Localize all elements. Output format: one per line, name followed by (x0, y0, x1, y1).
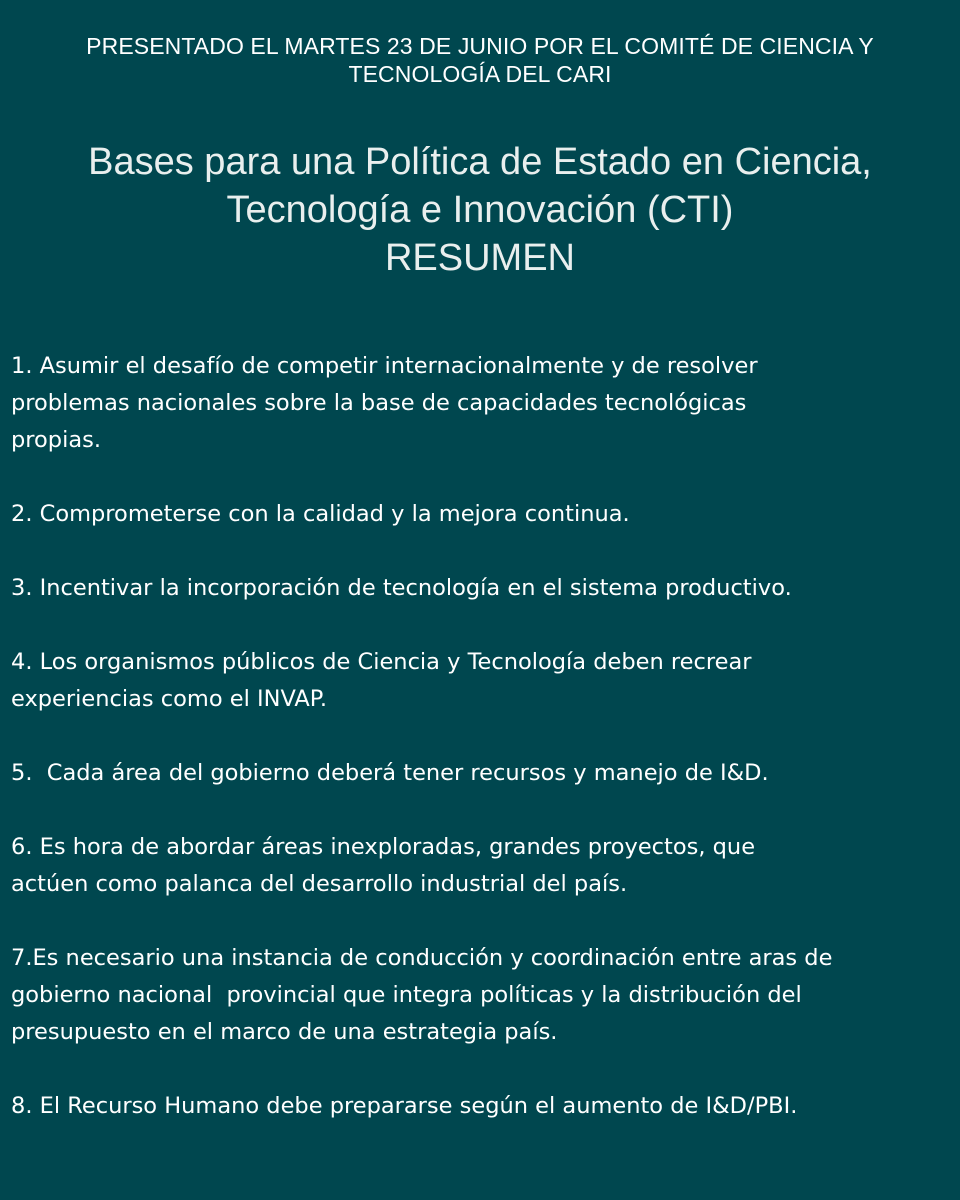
item-1-line-2: problemas nacionales sobre la base de capacidades tecnológicas (11, 390, 747, 416)
header-line-2: TECNOLOGÍA DEL CARI (348, 61, 612, 87)
item-3-line-1: 3. Incentivar la incorporación de tecnología en el sistema productivo. (11, 575, 792, 601)
item-5-line-1: 5. Cada área del gobierno deberá tener recursos y manejo de I&D. (11, 760, 769, 786)
list-item (11, 348, 951, 459)
title-line-3: RESUMEN (384, 237, 576, 279)
list-item (11, 570, 951, 607)
header-line-1: PRESENTADO EL MARTES 23 DE JUNIO POR EL COMITÉ DE CIENCIA Y (86, 33, 874, 59)
item-1-line-3: propias. (11, 427, 101, 453)
document-title (0, 138, 960, 282)
header (0, 32, 960, 88)
title-line-2: Tecnología e Innovación (CTI) (226, 189, 734, 231)
item-1-line-1: 1. Asumir el desafío de competir internacionalmente y de resolver (11, 353, 758, 379)
list-item (11, 829, 951, 903)
list-item (11, 496, 951, 533)
list-item (11, 1088, 951, 1125)
item-6-line-2: actúen como palanca del desarrollo industrial del país. (11, 871, 628, 897)
item-4-line-1: 4. Los organismos públicos de Ciencia y Tecnología deben recrear (11, 649, 752, 675)
item-7-line-2: gobierno nacional provincial que integra políticas y la distribución del (11, 982, 802, 1008)
list-item (11, 940, 951, 1051)
list-item (11, 644, 951, 718)
item-6-line-1: 6. Es hora de abordar áreas inexploradas, grandes proyectos, que (11, 834, 756, 860)
item-2-line-1: 2. Comprometerse con la calidad y la mejora continua. (11, 501, 630, 527)
item-4-line-2: experiencias como el INVAP. (11, 686, 328, 712)
summary-list (11, 348, 951, 1125)
list-item (11, 755, 951, 792)
item-7-line-3: presupuesto en el marco de una estrategia país. (11, 1019, 558, 1045)
item-7-line-1: 7.Es necesario una instancia de conducción y coordinación entre aras de (11, 945, 833, 971)
item-8-line-1: 8. El Recurso Humano debe prepararse según el aumento de I&D/PBI. (11, 1093, 798, 1119)
title-line-1: Bases para una Política de Estado en Ciencia, (88, 141, 872, 183)
